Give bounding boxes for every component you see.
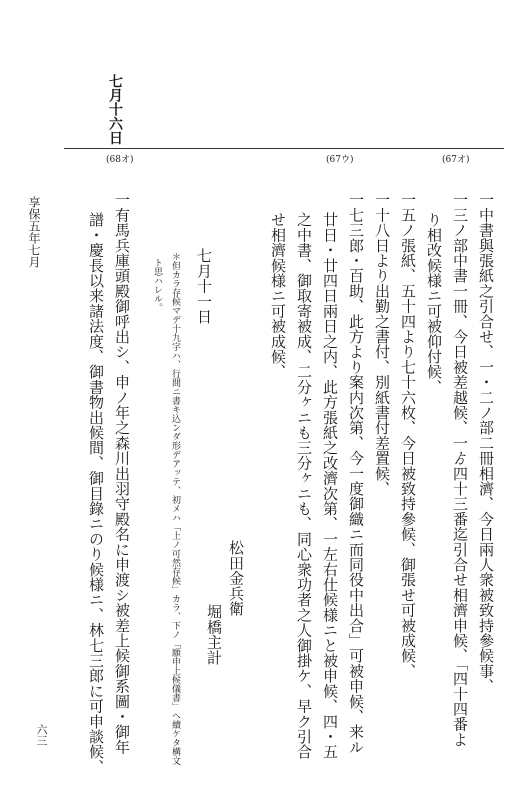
running-head: 享保五年七月 xyxy=(27,196,41,268)
folio-label-67o: (67オ) xyxy=(442,155,470,165)
text-column: 一十八日より出勤之書付、別紙書付差置候、 xyxy=(373,192,391,496)
text-column: 一有馬兵庫頭殿御呼出シ、申ノ年之森川出羽守殿名に申渡シ被差上候御系圖・御年 xyxy=(113,192,131,755)
signature: 松田金兵衛 xyxy=(227,540,245,616)
footnote-line: ト思ハレル。 xyxy=(152,258,162,312)
page-number: 六三 xyxy=(35,724,48,746)
text-column: り相改候様ニ可被仰付候、 xyxy=(425,212,443,395)
section-date-heading: 七月十六日 xyxy=(107,74,123,145)
text-column: せ相濟候様ニ可被成候、 xyxy=(269,212,287,380)
text-column: 一三ノ部中書一冊、今日被差越候、一ゟ四十三番迄引合せ相濟申候、「四十四番よ xyxy=(451,192,469,747)
text-column: 之中書、御取寄被成、二分ヶニも三分ヶニも、同心衆功者之人御掛ケ、早ク引合 xyxy=(295,212,313,760)
text-column: 一中書與張紙之引合せ、一・二ノ部二冊相濟、今日兩人衆被致持參候事、 xyxy=(477,192,495,694)
date-line: 七月十一日 xyxy=(195,248,213,324)
text-column: 一五ノ張紙、五十四より七十六枚、今日被致持參候、御張せ可被成候、 xyxy=(399,192,417,679)
section-divider xyxy=(64,148,504,149)
text-column: 一七三郎・百助、此方より案内次第、今一度御織ニ而同役中出合」可被申候、来ル xyxy=(347,192,365,755)
signature: 堀橋主計 xyxy=(205,604,223,665)
folio-label-67u: (67ウ) xyxy=(326,155,354,165)
text-column: 廿日・廿四日兩日之内、此方張紙之改濟次第、一左右仕候様ニと被申候、四・五 xyxy=(321,212,339,760)
text-column: 譜・慶長以来諸法度、御書物出候間、御目錄ニのり候様ニ、林七三郎に可申談候、 xyxy=(87,212,105,775)
footnote-line: ＊但カラ存候マデ十九字ハ、行間ニ書キ込ンダ形デアッテ、初メハ「上ノ可然存候」カラ、下ノ「願申上候儀書」ヘ續ケタ構文 xyxy=(170,252,180,765)
folio-label-68o: (68オ) xyxy=(106,155,134,165)
